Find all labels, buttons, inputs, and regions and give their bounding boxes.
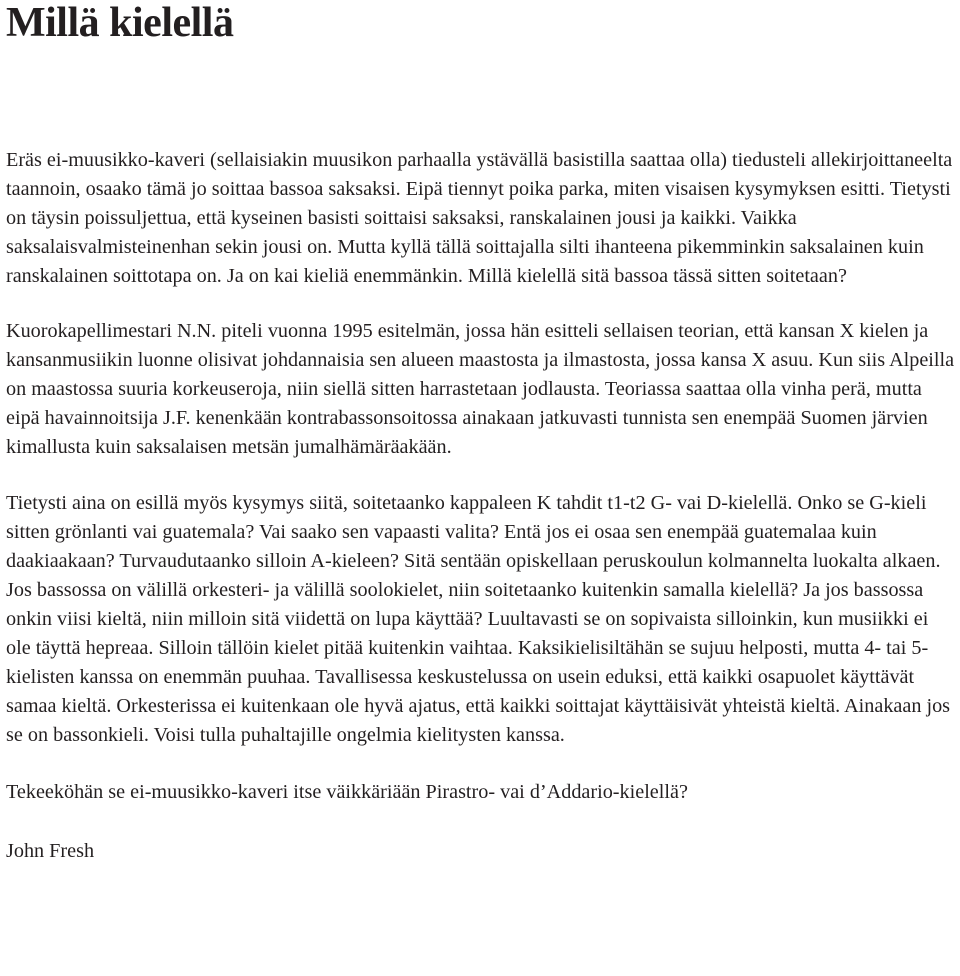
- paragraph-3: Tietysti aina on esillä myös kysymys siitä, soitetaanko kappaleen K tahdit t1-t2 G- vai D-kielellä. Onko se G-kieli sitten grönlanti vai guatemala? Vai saako sen vapaasti valita? Entä jos ei osaa sen enempää guatemalaa kuin daakiaakaan? Turvaudutaanko silloin A-kieleen? Sitä sentään opiskellaan peruskoulun kolmannelta luokalta alkaen. Jos bassossa on välillä orkesteri- ja välillä soolokielet, niin soitetaanko kuitenkin samalla kielellä? Ja jos bassossa onkin viisi kieltä, niin milloin sitä viidettä on lupa käyttää? Luultavasti se on sopivaista silloinkin, kun musiikki ei ole täyttä hepreaa. Silloin tällöin kielet pitää kuitenkin vaihtaa. Kaksikielisiltähän se sujuu helposti, mutta 4- tai 5-kielisten kanssa on enemmän puuhaa. Tavallisessa keskustelussa on usein eduksi, että kaikki osapuolet käyttävät samaa kieltä. Orkesterissa ei kuitenkaan ole hyvä ajatus, että kaikki soittajat käyttäisivät yhteistä kieltä. Ainakaan jos se on bassonkieli. Voisi tulla puhaltajille ongelmia kielitysten kanssa.: [6, 492, 951, 746]
- paragraph-2: Kuorokapellimestari N.N. piteli vuonna 1995 esitelmän, jossa hän esitteli sellaisen teorian, että kansan X kielen ja kansanmusiikin luonne olisivat johdannaisia sen alueen maastosta ja ilmastosta, jossa kansa X asuu. Kun siis Alpeilla on maastossa suuria korkeuseroja, niin siellä sitten harrastetaan jodlausta. Teoriassa saattaa olla vinha perä, mutta eipä havainnoitsija J.F. kenenkään kontrabassonsoitossa ainakaan jatkuvasti tunnista sen enempää Suomen järvien kimallusta kuin saksalaisen metsän jumalhämäräakään.: [6, 320, 955, 458]
- paragraph-1: Eräs ei-muusikko-kaveri (sellaisiakin muusikon parhaalla ystävällä basistilla saattaa olla) tiedusteli allekirjoittaneelta taannoin, osaako tämä jo soittaa bassoa saksaksi. Eipä tiennyt poika parka, miten visaisen kysymyksen esitti. Tietysti on täysin poissuljettua, että kyseinen basisti soittaisi saksaksi, ranskalainen jousi ja kaikki. Vaikka saksalaisvalmisteinenhan sekin jousi on. Mutta kyllä tällä soittajalla silti ihanteena pikemminkin saksalainen kuin ranskalainen soittotapa on. Ja on kai kieliä enemmänkin. Millä kielellä sitä bassoa tässä sitten soitetaan?: [6, 149, 953, 287]
- paragraph-4: Tekeeköhän se ei-muusikko-kaveri itse väikkäriään Pirastro- vai d’Addario-kielellä?: [6, 781, 688, 803]
- article-title: Millä kielellä: [6, 0, 234, 46]
- article-body: [6, 146, 956, 866]
- author-signature: John Fresh: [6, 840, 95, 862]
